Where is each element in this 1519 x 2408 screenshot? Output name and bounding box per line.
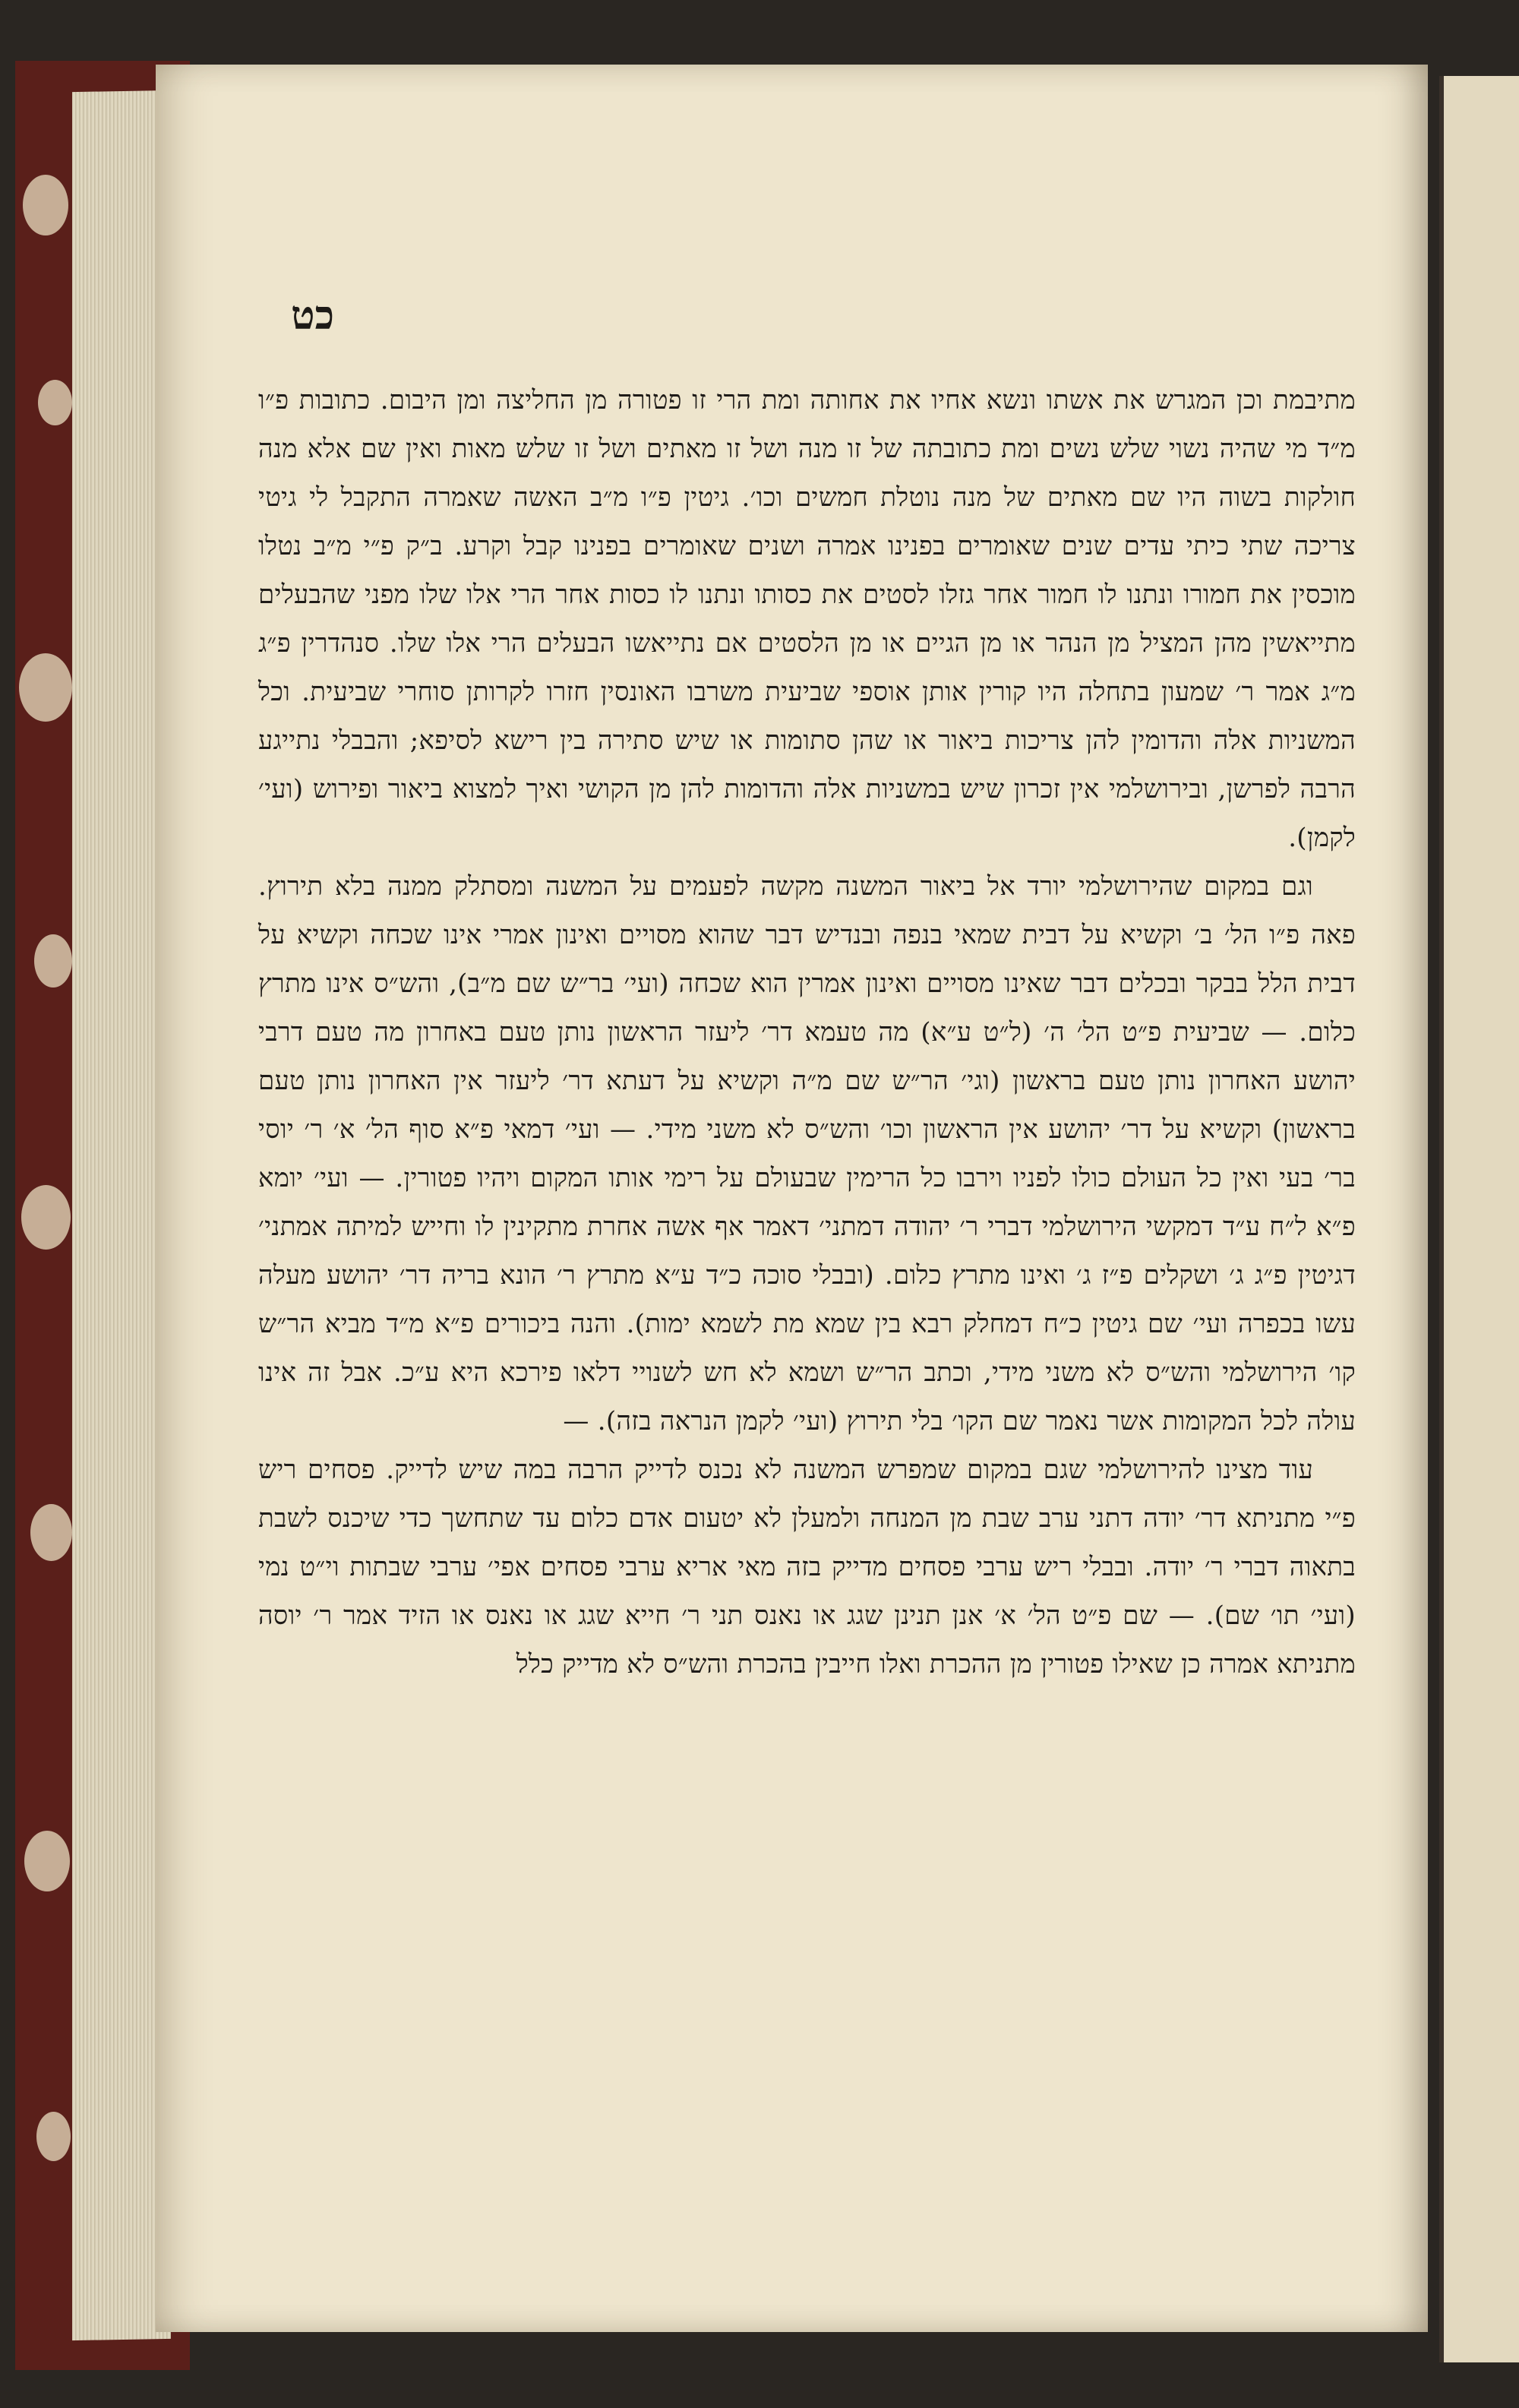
facing-page-edge [1439,76,1519,2362]
page-number: כט [291,292,334,339]
paragraph: מתיבמת וכן המגרש את אשתו ונשא אחיו את אחותה ומת הרי זו פטורה מן החליצה ומן היבום. כתובות פ״ו מ״ד מי שהיה נשוי שלש נשים ומת כתובתה של זו מנה ושל זו מאתים ושל זו שלש מאות ואין שם אלא מנה חולקות בשוה היו שם מאתים של מנה נוטלת חמשים וכו׳. גיטין פ״ו מ״ב האשה שאמרה התקבל לי גיטי צריכה שתי כיתי עדים שנים שאומרים בפנינו אמרה ושנים שאומרים בפנינו קבל וקרע. ב״ק פ״י מ״ב נטלו מוכסין את חמורו ונתנו לו חמור אחר גזלו לסטים את כסותו ונתנו לו כסות אחר הרי אלו שלו מפני שהבעלים מתייאשין מהן המציל מן הנהר או מן הגיים או מן הלסטים אם נתייאשו הבעלים הרי אלו שלו. סנהדרין פ״ג מ״ג אמר ר׳ שמעון בתחלה היו קורין אותן אוספי שביעית משרבו האונסין חזרו לקרותן סוחרי שביעית. וכל המשניות אלה והדומין להן צריכות ביאור או שהן סתומות או שיש סתירה בין רישא לסיפא; והבבלי נתייגע הרבה לפרשן, ובירושלמי אין זכרון שיש במשניות אלה והדומות להן מן הקושי ואיך למצוא ביאור ופירוש (ועי׳ לקמן). [258,385,1356,853]
paragraph: וגם במקום שהירושלמי יורד אל ביאור המשנה מקשה לפעמים על המשנה ומסתלק ממנה בלא תירוץ. פאה פ״ו הל׳ ב׳ וקשיא על דבית שמאי בנפה ובנדיש דבר שהוא מסויים ואינון אמרי אינו שכחה וקשיא על דבית הלל בבקר ובכלים דבר שאינו מסויים ואינון אמרין הוא שכחה (ועי׳ בר״ש שם מ״ב), והש״ס אינו מתרץ כלום. — שביעית פ״ט הל׳ ה׳ (ל״ט ע״א) מה טעמא דר׳ ליעזר הראשון נותן טעם באחרון מה טעם דרבי יהושע האחרון נותן טעם בראשון (וגי׳ הר״ש שם מ״ה וקשיא על דעתא דר׳ ליעזר אין האחרון נותן טעם בראשון) וקשיא על דר׳ יהושע אין הראשון וכו׳ והש״ס לא משני מידי. — ועי׳ דמאי פ״א סוף הל׳ א׳ ר׳ יוסי בר׳ בעי ואין כל העולם כולו לפניו וירבו כל הרימין שבעולם על רימי אותו המקום ויהיו פטורין. — ועי׳ יומא פ״א ל״ח ע״ד דמקשי הירושלמי דברי ר׳ יהודה דמתני׳ דאמר אף אשה אחרת מתקינין לו וחייש למיתה אמתני׳ דגיטין פ״ג ג׳ ושקלים פ״ז ג׳ ואינו מתרץ כלום. (ובבלי סוכה כ״ד ע״א מתרץ ר׳ הונא בריה דר׳ יהושע מעלה עשו בכפרה ועי׳ שם גיטין כ״ח דמחלק רבא בין שמא מת לשמא ימות). והנה ביכורים פ״א מ״ד מביא הר״ש קו׳ הירושלמי והש״ס לא משני מידי, וכתב הר״ש ושמא לא חש לשנויי דלאו פירכא היא ע״כ. אבל זה אינו עולה לכל המקומות אשר נאמר שם הקו׳ בלי תירוץ (ועי׳ לקמן הנראה בזה). — [258,871,1356,1436]
body-text [258,376,1356,1689]
paragraph: עוד מצינו להירושלמי שגם במקום שמפרש המשנה לא נכנס לדייק הרבה במה שיש לדייק. פסחים ריש פ״י מתניתא דר׳ יודה דתני ערב שבת מן המנחה ולמעלן לא יטעום אדם כלום עד שתחשך כדי שיכנס לשבת בתאוה דברי ר׳ יודה. ובבלי ריש ערבי פסחים מדייק בזה מאי אריא ערבי פסחים אפי׳ ערבי שבתות וי״ט נמי (ועי׳ תו׳ שם). — שם פ״ט הל׳ א׳ אנן תנינן שגג או נאנס תני ר׳ חייא שגג או נאנס או הזיד אמר ר׳ יוסה מתניתא אמרה כן שאילו פטורין מן ההכרת ואלו חייבין בהכרת והש״ס לא מדייק כלל [258,1455,1356,1680]
book-page [156,65,1428,2332]
